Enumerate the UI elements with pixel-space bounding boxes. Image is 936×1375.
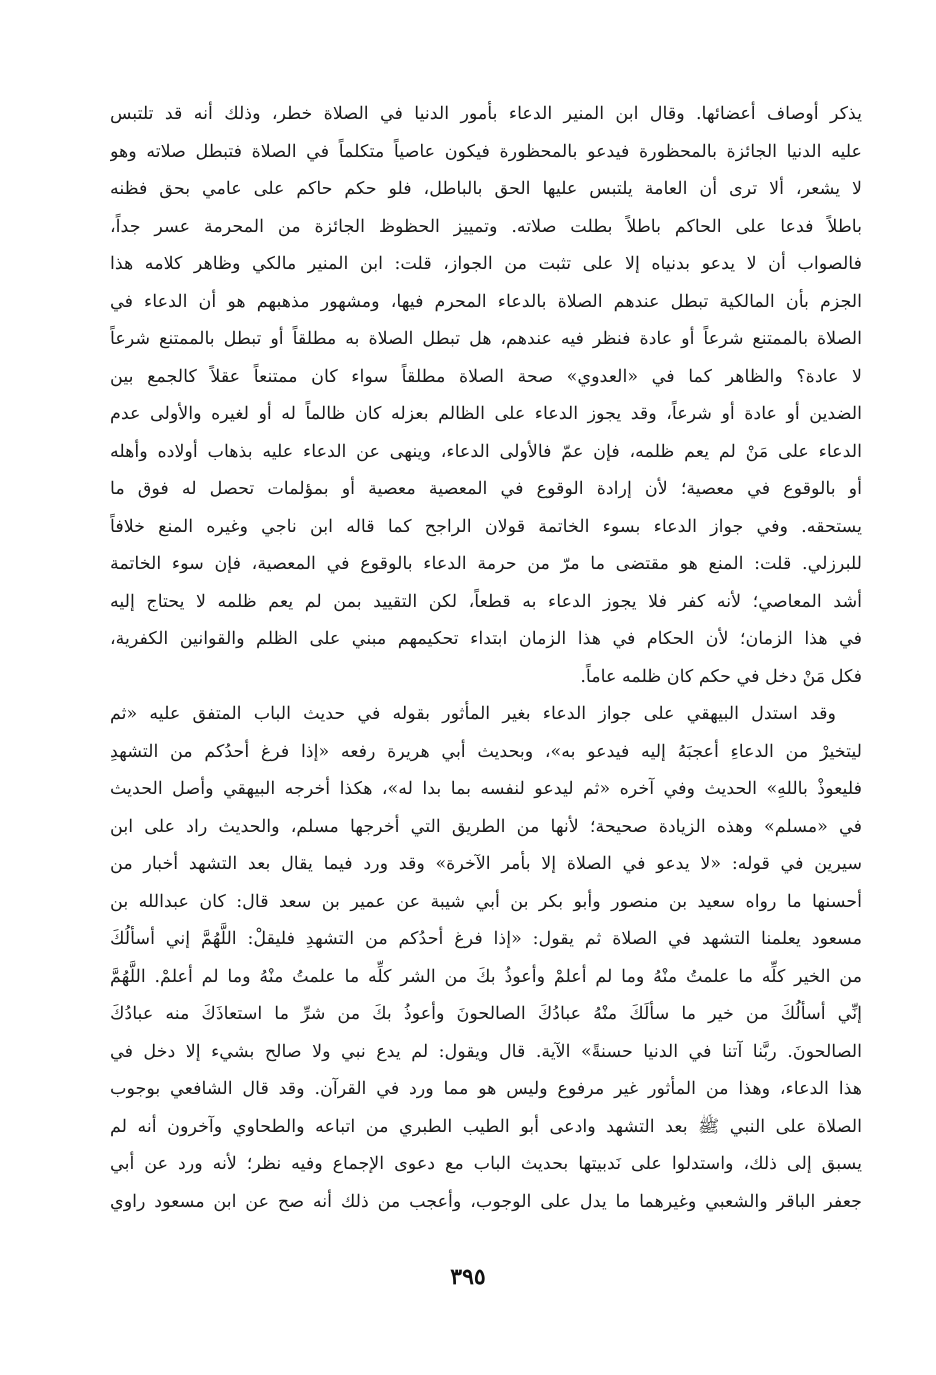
text-line: في هذا الزمان؛ لأن الحكام في هذا الزمان ابتداء تحكيمهم مبني على الظلم والقوانين الكفرية، [110,629,862,649]
text-line: فكل مَنْ دخل في حكم كان ظلمه عاماً. [580,666,862,687]
text-line: وقد استدل البيهقي على جواز الدعاء بغير المأثور بقوله في حديث الباب المتفق عليه «ثم [110,704,836,724]
text-line: إنِّي أسألُكَ من خير ما سألَكَ منْهُ عبادُكَ الصالحونَ وأعوذُ بكَ من شرِّ ما استعاذَكَ منه عبادُكَ [110,1004,862,1024]
text-line: للبرزلي. قلت: المنع هو مقتضى ما مرّ من حرمة الدعاء بالوقوع في المعصية، فإن سوء الخاتمة [110,554,862,574]
paragraph-2 [110,696,862,1221]
text-line: يذكر أوصاف أعضائها. وقال ابن المنير الدعاء بأمور الدنيا في الصلاة خطر، وذلك أنه قد تلتبس [110,104,862,124]
paragraph-1 [110,96,862,696]
text-line: جعفر الباقر والشعبي وغيرهما ما يدل على الوجوب، وأعجب من ذلك أنه صح عن ابن مسعود راوي [110,1191,862,1212]
text-line: أحسنها ما رواه سعيد بن منصور وأبو بكر بن أبي شيبة عن عمير بن سعد قال: كان عبدالله بن [110,891,862,912]
text-line: لا يشعر، ألا ترى أن العامة يلتبس عليها الحق بالباطل، فلو حكم حاكم على عامي بحق فظنه [110,179,862,199]
text-line: الجزم بأن المالكية تبطل عندهم الصلاة بالدعاء المحرم فيها، ومشهور مذهبهم هو أن الدعاء في [110,291,862,312]
text-line: هذا الدعاء، وهذا من المأثور غير مرفوع وليس هو مما ورد في القرآن. وقد قال الشافعي بوجوب [110,1079,862,1099]
text-line: أشد المعاصي؛ لأنه كفر فلا يجوز الدعاء به قطعاً، لكن التقييد بمن لم يعم ظلمه لا يحتاج إليه [110,591,862,612]
text-line: الضدين أو عادة أو شرعاً، وقد يجوز الدعاء على الظالم بعزله كان ظالماً له أو لغيره والأولى عدم [110,404,862,424]
text-line: عليه الدنيا الجائزة بالمحظورة فيدعو بالمحظورة فيكون عاصياً متكلماً في الصلاة فتبطل صلاته وهو [110,141,862,162]
text-line: مسعود يعلمنا التشهد في الصلاة ثم يقول: «إذا فرغ أحدُكم من التشهدِ فليقلْ: اللَّهُمَّ إني أسألُكَ [110,929,862,949]
text-line: الدعاء على مَنْ لم يعم ظلمه، فإن عمّ فالأولى الدعاء، وينهى عن الدعاء عليه بذهاب أولاده وأهله [110,441,862,462]
text-line: الصلاة على النبي ﷺ بعد التشهد وادعى أبو الطيب الطبري من اتباعه والطحاوي وآخرون أنه لم [110,1116,862,1137]
text-line: فليعوذْ باللهِ» الحديث وفي آخره «ثم ليدعو لنفسه بما بدا له»، هكذا أخرجه البيهقي وأصل الحديث [110,779,862,799]
text-line: الصالحونَ. ربَّنا آتنا في الدنيا حسنةً» الآية. قال ويقول: لم يدع نبي ولا صالح بشيء إلا دخل في [110,1041,862,1062]
text-line: لا عادة؟ والظاهر كما في «العدوي» صحة الصلاة مطلقاً سواء كان ممتنعاً عقلاً كالجمع بين [110,366,862,387]
text-line: فالصواب أن لا يدعو بدنياه إلا على تثبت من الجواز، قلت: ابن المنير مالكي وظاهر كلامه هذا [110,254,862,274]
text-line: في «مسلم» وهذه الزيادة صحيحة؛ لأنها من الطريق التي أخرجها مسلم، والحديث راد على ابن [110,816,862,837]
body-text [110,96,862,1221]
text-line: ليتخيرْ من الدعاءِ أعجبَهُ إليه فيدعو به»، وبحديث أبي هريرة رفعه «إذا فرغ أحدُكم من التشهدِ [110,741,862,762]
text-line: يستحقه. وفي جواز الدعاء بسوء الخاتمة قولان الراجح كما قاله ابن ناجي وغيره المنع خلافاً [110,516,862,537]
text-line: باطلاً فدعا على الحاكم باطلاً بطلت صلاته. وتمييز الحظوظ الجائزة من المحرمة عسر جداً، [110,216,862,237]
text-line: الصلاة بالممتنع شرعاً أو عادة فنظر فيه عندهم، هل تبطل الصلاة به مطلقاً أو تبطل بالممتنع شرعاً [110,329,862,349]
text-line: يسبق إلى ذلك، واستدلوا على نَدبيتها بحديث الباب مع دعوى الإجماع وفيه نظر؛ لأنه ورد عن أبي [110,1154,862,1174]
text-line: أو بالوقوع في معصية؛ لأن إرادة الوقوع في المعصية معصية أو بمؤلمات تحصل له فوق ما [110,479,862,499]
page-number: ٣٩٥ [450,1264,486,1290]
text-line: سيرين في قوله: «لا يدعو في الصلاة إلا بأمر الآخرة» وقد ورد فيما يقال بعد التشهد أخبار من [110,854,862,874]
text-line: من الخير كلِّه ما علمتُ منْهُ وما لم أعلمْ وأعوذُ بكَ من الشر كلِّه ما علمتُ منْهُ وما لم أعلمْ. اللَّهُمَّ [110,966,862,987]
